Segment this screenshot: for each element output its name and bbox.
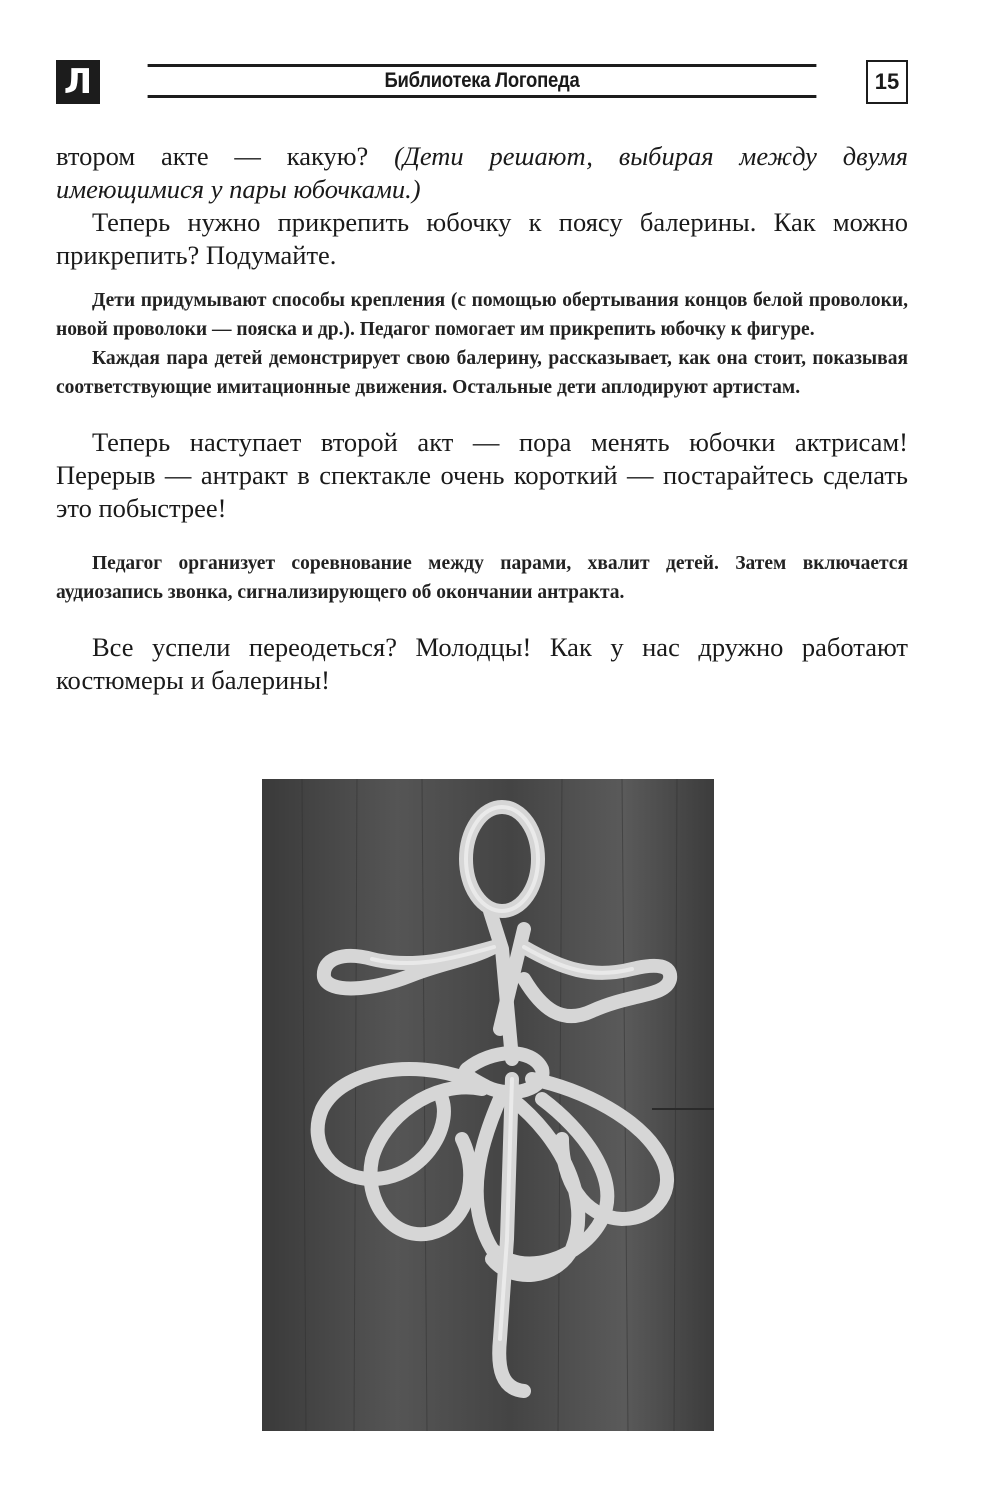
paragraph-7: Все успели переодеться? Молодцы! Как у нас дружно работают костюмеры и балерины! — [56, 632, 908, 695]
running-title: Библиотека Логопеда — [148, 64, 817, 98]
paragraph-1 — [56, 140, 908, 206]
paragraph-5: Теперь наступает второй акт — пора менять юбочки актрисам! Перерыв — антракт в спектакле очень короткий — постарайтесь сделать это побыстрее! — [56, 427, 908, 523]
ballerina-wire-photo — [262, 779, 714, 1431]
paragraph-2: Теперь нужно прикрепить юбочку к поясу балерины. Как можно прикрепить? Подумайте. — [56, 207, 908, 270]
page-header — [56, 60, 908, 104]
paragraph-1-text: втором акте — какую? — [56, 141, 395, 171]
page-body — [56, 140, 908, 697]
page-number: 15 — [866, 60, 908, 104]
paragraph-4: Каждая пара детей демонстрирует свою балерину, рассказывает, как она стоит, показывая соответствующие имитационные движения. Остальные дети аплодируют артистам. — [56, 348, 908, 398]
ballerina-figure-image — [262, 779, 714, 1431]
library-logo: Л — [56, 60, 100, 104]
paragraph-1-remark: (Дети решают, выбирая между двумя имеющимися у пары юбочками.) — [56, 141, 908, 204]
paragraph-3: Дети придумывают способы крепления (с помощью обертывания концов белой проволоки, новой проволоки — пояска и др.). Педагог помогает им прикрепить юбочку к фигуре. — [56, 290, 908, 340]
paragraph-6: Педагог организует соревнование между парами, хвалит детей. Затем включается аудиозапись звонка, сигнализирующего об окончании антракта. — [56, 553, 908, 603]
